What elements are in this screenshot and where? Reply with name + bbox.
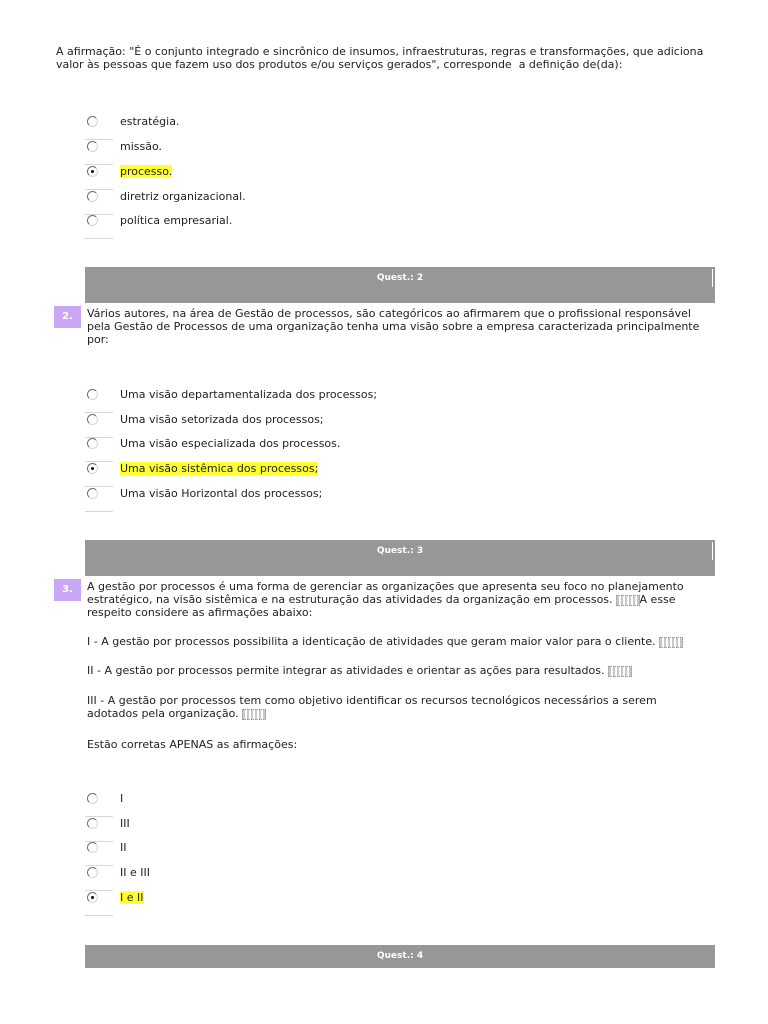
- missing-glyph-icon: [242, 709, 266, 720]
- radio-selected-icon[interactable]: [87, 166, 98, 177]
- radio-icon[interactable]: [87, 215, 98, 226]
- radio-icon[interactable]: [87, 141, 98, 152]
- q3-option-2[interactable]: [85, 818, 285, 842]
- option-label: Uma visão especializada dos processos.: [120, 437, 341, 450]
- statement-1-text: I - A gestão por processos possibilita a identicação de atividades que geram maior valor para o cliente.: [87, 635, 656, 648]
- statement-1: [87, 635, 715, 648]
- q2-option-4[interactable]: [85, 462, 319, 487]
- q3-option-3[interactable]: [85, 842, 285, 866]
- q2-option-1[interactable]: [85, 388, 378, 413]
- radio-icon[interactable]: [87, 793, 98, 804]
- option-label-selected: processo.: [120, 165, 173, 178]
- q2-option-2[interactable]: [85, 413, 324, 438]
- question-header-bar: [85, 540, 715, 576]
- radio-icon[interactable]: [87, 414, 98, 425]
- question-header-bar: [85, 267, 715, 303]
- option-label: II e III: [120, 866, 150, 879]
- question-number-badge: 2.: [54, 306, 81, 328]
- question-number-badge: 3.: [54, 579, 81, 601]
- question-header-label: Quest.: 4: [376, 951, 424, 961]
- radio-icon[interactable]: [87, 488, 98, 499]
- statement-2-text: II - A gestão por processos permite integrar as atividades e orientar as ações para resultados.: [87, 664, 605, 677]
- question-3-intro-continued: A esse respeito considere as afirmações abaixo:: [87, 593, 680, 619]
- q1-option-1[interactable]: [85, 116, 285, 140]
- radio-icon[interactable]: [87, 191, 98, 202]
- q1-option-5[interactable]: [85, 215, 285, 239]
- option-label: missão.: [120, 140, 163, 153]
- radio-icon[interactable]: [87, 389, 98, 400]
- radio-icon[interactable]: [87, 842, 98, 853]
- question-3-prompt: Estão corretas APENAS as afirmações:: [87, 738, 298, 751]
- option-label-selected: I e II: [120, 891, 144, 904]
- radio-icon[interactable]: [87, 438, 98, 449]
- q1-option-3[interactable]: [85, 166, 285, 190]
- option-label: estratégia.: [120, 115, 180, 128]
- radio-icon[interactable]: [87, 818, 98, 829]
- option-label-selected: Uma visão sistêmica dos processos;: [120, 462, 319, 475]
- statement-3-text: III - A gestão por processos tem como objetivo identificar os recursos tecnológicos necessários a serem adotados pela organização.: [87, 694, 661, 720]
- q3-option-5[interactable]: [85, 892, 285, 916]
- question-header-label: Quest.: 2: [376, 273, 424, 283]
- missing-glyph-icon: [608, 666, 632, 677]
- option-label: Uma visão Horizontal dos processos;: [120, 487, 323, 500]
- radio-selected-icon[interactable]: [87, 892, 98, 903]
- option-label: Uma visão setorizada dos processos;: [120, 413, 324, 426]
- q2-option-3[interactable]: [85, 437, 341, 462]
- option-label: II: [120, 841, 127, 854]
- missing-glyph-icon: [616, 595, 640, 606]
- option-label: III: [120, 817, 130, 830]
- question-header-bar: [85, 945, 715, 968]
- q2-option-5[interactable]: [85, 487, 323, 512]
- q1-option-4[interactable]: [85, 191, 285, 215]
- option-label: política empresarial.: [120, 214, 233, 227]
- q1-option-2[interactable]: [85, 141, 285, 165]
- radio-icon[interactable]: [87, 116, 98, 127]
- question-3-text: [87, 580, 715, 619]
- option-label: diretriz organizacional.: [120, 190, 246, 203]
- missing-glyph-icon: [659, 637, 683, 648]
- question-header-label: Quest.: 3: [376, 546, 424, 556]
- question-3-intro: A gestão por processos é uma forma de gerenciar as organizações que apresenta seu foco no planejamento estratégico, na visão sistêmica e na estruturação das atividades da organização em processos.: [87, 580, 688, 606]
- q3-option-4[interactable]: [85, 867, 285, 891]
- question-1-text: A afirmação: "É o conjunto integrado e sincrônico de insumos, infraestruturas, regras e transformações, que adiciona valor às pessoas que fazem uso dos produtos e/ou serviços gerados", corresponde a definição de(da):: [56, 45, 707, 71]
- radio-icon[interactable]: [87, 867, 98, 878]
- option-label: I: [120, 792, 124, 805]
- statement-2: [87, 664, 715, 677]
- question-2-text: Vários autores, na área de Gestão de processos, são categóricos ao afirmarem que o profissional responsável pela Gestão de Processos de uma organização tenha uma visão sobre a empresa caracterizada principalmente por:: [87, 307, 703, 346]
- radio-selected-icon[interactable]: [87, 463, 98, 474]
- statement-3: [87, 694, 667, 720]
- option-label: Uma visão departamentalizada dos processos;: [120, 388, 378, 401]
- q3-option-1[interactable]: [85, 793, 285, 817]
